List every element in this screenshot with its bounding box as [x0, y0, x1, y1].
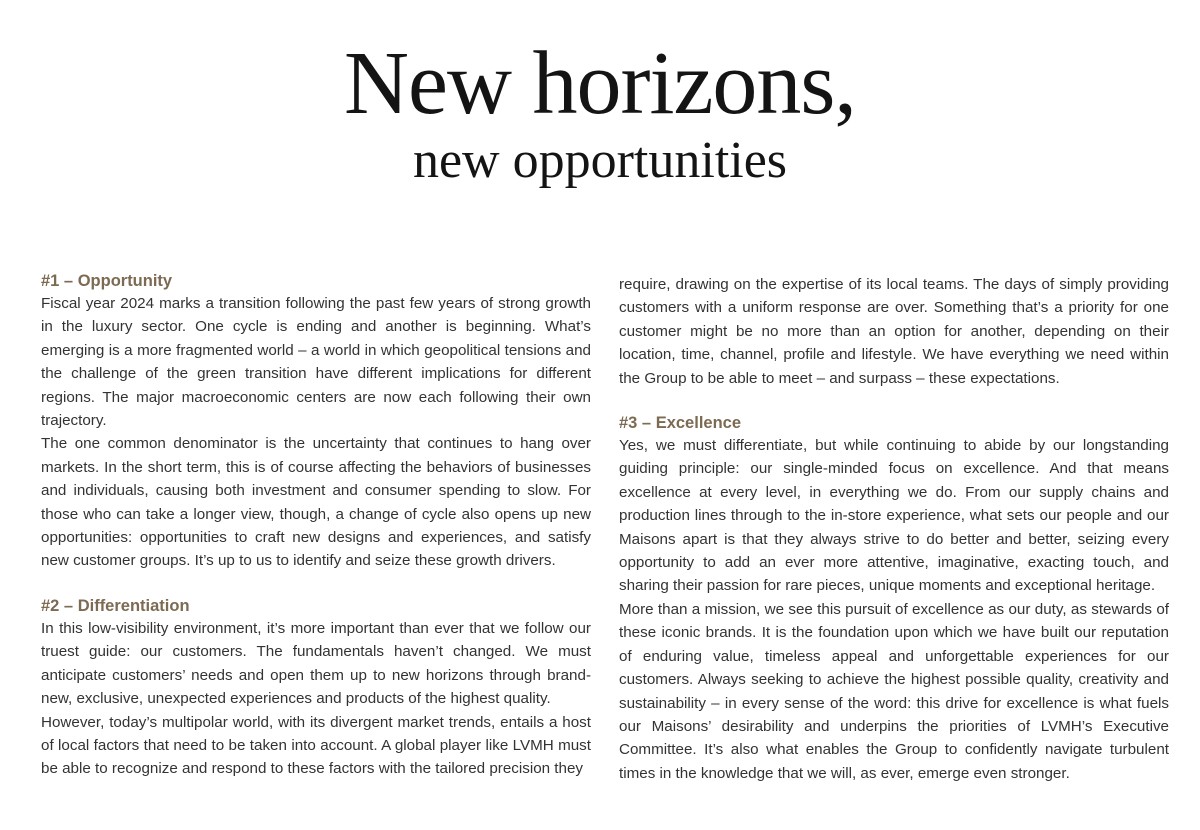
differentiation-heading: #2 – Differentiation	[41, 596, 190, 615]
excellence-heading: #3 – Excellence	[619, 414, 742, 433]
differentiation-paragraph-2b: require, drawing on the expertise of its local teams. The days of simply providing customers with a uniform response are over. Something that’s a priority for one customer might be no more than an option for another, depending on their location, time, channel, profile and lifestyle. We have everything we need within the Group to be able to meet – and surpass – these expectations.	[619, 276, 1169, 387]
page-subtitle: new opportunities	[412, 132, 788, 189]
excellence-paragraph-1: Yes, we must differentiate, but while continuing to abide by our longstanding guiding principle: our single-minded focus on excellence. And that means excellence at every level, in everything we do. From our supply chains and production lines through to the in-store experience, what sets our people and our Maisons apart is that they always strive to do better and better, seizing every opportunity to add an ever more attentive, imaginative, exacting touch, and sharing their passion for rare pieces, unique moments and exceptional heritage.	[619, 437, 1169, 595]
opportunity-heading: #1 – Opportunity	[41, 272, 173, 290]
excellence-paragraph-2: More than a mission, we see this pursuit of excellence as our duty, as stewards of these iconic brands. It is the foundation upon which we have built our reputation of enduring value, timeless appeal and unforgettable experiences for our customers. Always seeking to achieve the highest possible quality, creativity and sustainability – in every sense of the word: this drive for excellence is what fuels our Maisons’ desirability and underpins the priorities of LVMH’s Executive Committee. It’s also what enables the Group to confidently navigate turbulent times in the knowledge that we will, as ever, emerge even stronger.	[619, 600, 1169, 782]
opportunity-paragraph-2: The one common denominator is the uncertainty that continues to hang over markets. In the short term, this is of course affecting the behaviors of businesses and individuals, causing both investment and consumer spending to slow. For those who can take a longer view, though, a change of cycle also opens up new opportunities: opportunities to craft new designs and experiences, and satisfy new customer groups. It’s up to us to identify and seize these growth drivers.	[41, 435, 591, 570]
differentiation-paragraph-1: In this low-visibility environment, it’s more important than ever that we follow our truest guide: our customers. The fundamentals haven’t changed. We must anticipate customers’ needs and open them up to new horizons through brand-new, exclusive, unexpected experiences and products of the highest quality.	[41, 619, 591, 708]
opportunity-paragraph-1: Fiscal year 2024 marks a transition following the past few years of strong growth in the luxury sector. One cycle is ending and another is beginning. What’s emerging is a more fragmented world – a world in which geopolitical tensions and the challenge of the green transition have different implications for different regions. The major macroeconomic centers are now each following their own trajectory.	[41, 295, 591, 430]
page-title: New horizons,	[344, 34, 856, 133]
left-column	[41, 270, 591, 781]
title-block	[0, 36, 1200, 190]
right-column	[619, 273, 1169, 785]
differentiation-paragraph-2a: However, today’s multipolar world, with its divergent market trends, entails a host of local factors that need to be taken into account. A global player like LVMH must be able to recognize and respond to these factors with the tailored precision they	[41, 713, 591, 778]
